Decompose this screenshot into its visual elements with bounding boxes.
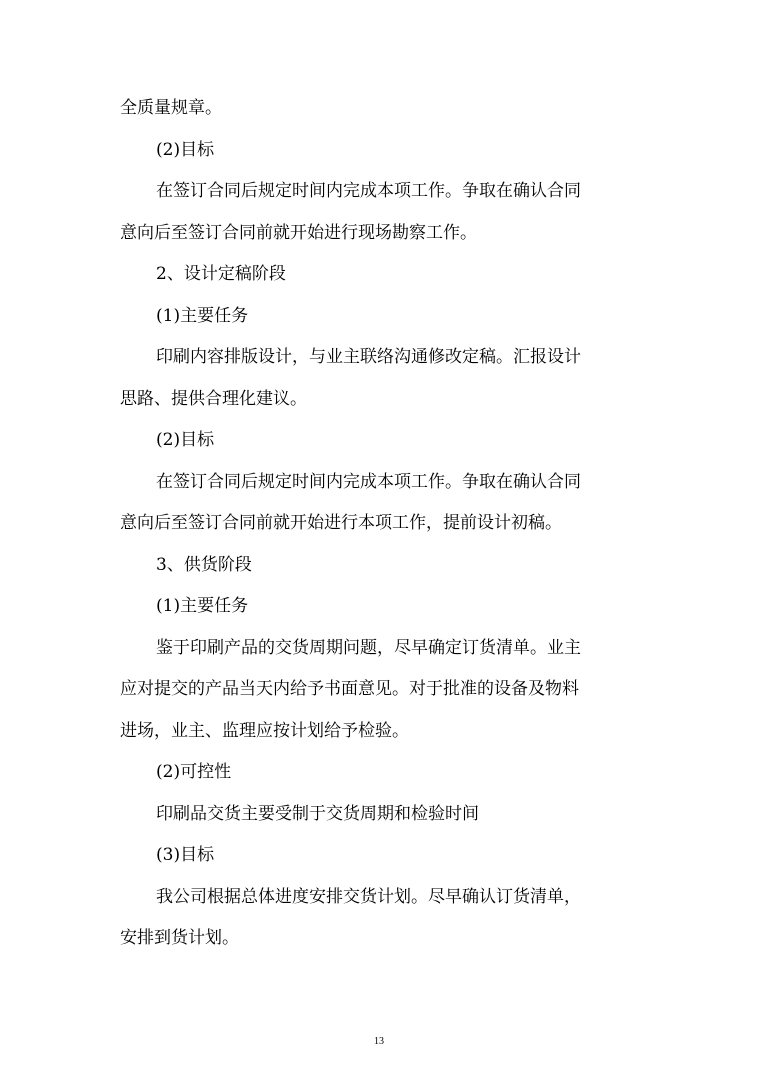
subheading-target: (2)目标 <box>156 139 215 160</box>
subheading-main-tasks: (1)主要任务 <box>156 305 249 326</box>
section-heading-supply: 3、供货阶段 <box>156 554 252 575</box>
subheading-controllability: (2)可控性 <box>156 762 232 782</box>
paragraph-line: 安排到货计划。 <box>120 928 239 948</box>
paragraph-line: 印刷品交货主要受制于交货周期和检验时间 <box>156 803 479 824</box>
paragraph-line: 鉴于印刷产品的交货周期问题，尽早确定订货清单。业主 <box>156 637 581 658</box>
subheading-target: (3)目标 <box>156 845 215 865</box>
paragraph-line: 在签订合同后规定时间内完成本项工作。争取在确认合同 <box>156 181 581 201</box>
text-line-continuation: 全质量规章。 <box>120 98 222 118</box>
section-heading-design: 2、设计定稿阶段 <box>156 264 286 284</box>
paragraph-line: 意向后至签订合同前就开始进行现场勘察工作。 <box>120 222 477 243</box>
document-body <box>120 88 632 960</box>
paragraph-line: 印刷内容排版设计，与业主联络沟通修改定稿。汇报设计 <box>156 347 581 367</box>
paragraph-line: 在签订合同后规定时间内完成本项工作。争取在确认合同 <box>156 471 581 492</box>
paragraph-line: 思路、提供合理化建议。 <box>120 388 307 409</box>
paragraph-line: 进场，业主、监理应按计划给予检验。 <box>120 720 409 741</box>
paragraph-line: 我公司根据总体进度安排交货计划。尽早确认订货清单， <box>156 886 581 907</box>
paragraph-line: 应对提交的产品当天内给予书面意见。对于批准的设备及物料 <box>120 679 579 699</box>
paragraph-line: 意向后至签订合同前就开始进行本项工作，提前设计初稿。 <box>120 513 562 533</box>
page-number: 13 <box>374 1036 384 1047</box>
subheading-main-tasks: (1)主要任务 <box>156 596 249 616</box>
subheading-target: (2)目标 <box>156 430 215 450</box>
